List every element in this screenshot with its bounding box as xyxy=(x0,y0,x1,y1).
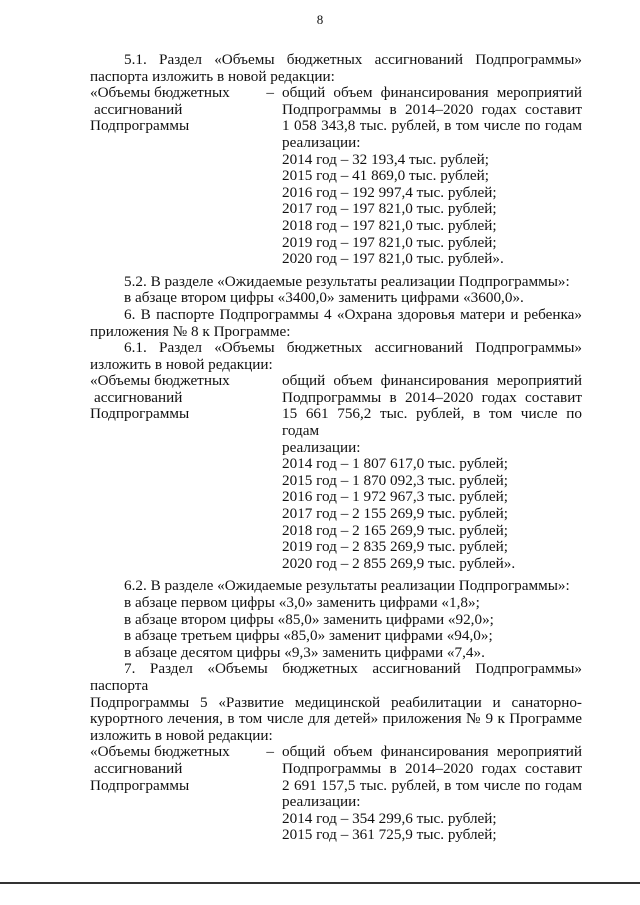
paragraph-6-line-1: 6. В паспорте Подпрограммы 4 «Охрана здоровья матери и ребенка» xyxy=(124,305,582,323)
year-line: 2020 год – 2 855 269,9 тыс. рублей». xyxy=(282,554,516,572)
paragraph-6-2-line-2: в абзаце первом цифры «3,0» заменить цифрами «1,8»; xyxy=(124,594,480,611)
budget-block-1 xyxy=(90,85,582,268)
paragraph-7-line-4: изложить в новой редакции: xyxy=(90,726,273,744)
budget-block-3 xyxy=(90,744,582,844)
year-line: 2020 год – 197 821,0 тыс. рублей». xyxy=(282,250,504,268)
paragraph-7-line-2: Подпрограммы 5 «Развитие медицинской реабилитации и санаторно- xyxy=(90,693,582,711)
paragraph-5-2-line-1: 5.2. В разделе «Ожидаемые результаты реализации Подпрограммы»: xyxy=(124,272,570,290)
label-dash: – xyxy=(266,84,274,102)
document-body xyxy=(90,52,582,844)
text-line: 1 058 343,8 тыс. рублей, в том числе по годам xyxy=(282,117,582,135)
text-line: 2 691 157,5 тыс. рублей, в том числе по годам xyxy=(282,776,582,794)
text-line: общий объем финансирования мероприятий xyxy=(282,743,582,761)
label-line: Подпрограммы xyxy=(90,405,190,423)
year-line: 2016 год – 1 972 967,3 тыс. рублей; xyxy=(282,488,509,506)
text-line: общий объем финансирования мероприятий xyxy=(282,84,582,102)
paragraph-7-line-1: 7. Раздел «Объемы бюджетных ассигнований Подпрограммы» паспорта xyxy=(90,660,582,694)
label-line: Подпрограммы xyxy=(90,117,190,135)
text-line: реализации: xyxy=(282,438,361,456)
year-line: 2017 год – 197 821,0 тыс. рублей; xyxy=(282,200,497,218)
year-line: 2014 год – 32 193,4 тыс. рублей; xyxy=(282,150,490,168)
paragraph-6-2-line-3: в абзаце втором цифры «85,0» заменить цифрами «92,0»; xyxy=(124,610,494,628)
year-line: 2018 год – 197 821,0 тыс. рублей; xyxy=(282,216,497,234)
paragraph-5-1-line-1: 5.1. Раздел «Объемы бюджетных ассигнований Подпрограммы» xyxy=(124,51,582,68)
paragraph-6-line-2: приложения № 8 к Программе: xyxy=(90,322,291,340)
year-line: 2018 год – 2 165 269,9 тыс. рублей; xyxy=(282,521,509,539)
paragraph-7-line-3: курортного лечения, в том числе для детей» приложения № 9 к Программе xyxy=(90,710,582,728)
text-line: Подпрограммы в 2014–2020 годах составит xyxy=(282,100,582,118)
label-dash: – xyxy=(266,743,274,761)
year-line: 2015 год – 361 725,9 тыс. рублей; xyxy=(282,826,497,844)
text-line: Подпрограммы в 2014–2020 годах составит xyxy=(282,759,582,777)
paragraph-6-1-line-1: 6.1. Раздел «Объемы бюджетных ассигнований Подпрограммы» xyxy=(124,339,582,357)
paragraph-6-2-line-4: в абзаце третьем цифры «85,0» заменит цифрами «94,0»; xyxy=(124,627,493,645)
budget-block-3-label xyxy=(90,744,282,844)
budget-block-2-text xyxy=(282,373,582,572)
label-line: «Объемы бюджетных xyxy=(90,372,230,390)
year-line: 2019 год – 2 835 269,9 тыс. рублей; xyxy=(282,538,509,556)
budget-block-3-text xyxy=(282,744,582,844)
year-line: 2017 год – 2 155 269,9 тыс. рублей; xyxy=(282,505,509,523)
label-line: «Объемы бюджетных xyxy=(90,743,230,761)
page-number: 8 xyxy=(316,12,324,27)
label-line: ассигнований xyxy=(94,388,183,406)
text-line: реализации: xyxy=(282,793,361,811)
paragraph-6-2-line-1: 6.2. В разделе «Ожидаемые результаты реализации Подпрограммы»: xyxy=(124,577,570,595)
text-line: 15 661 756,2 тыс. рублей, в том числе по годам xyxy=(282,405,582,440)
text-line: Подпрограммы в 2014–2020 годах составит xyxy=(282,388,582,406)
year-line: 2015 год – 41 869,0 тыс. рублей; xyxy=(282,167,490,185)
paragraph-5-2-line-2: в абзаце втором цифры «3400,0» заменить цифрами «3600,0». xyxy=(124,289,524,307)
label-line: Подпрограммы xyxy=(90,776,190,794)
year-line: 2015 год – 1 870 092,3 тыс. рублей; xyxy=(282,471,509,489)
paragraph-6-2-line-5: в абзаце десятом цифры «9,3» заменить цифрами «7,4». xyxy=(124,643,485,661)
year-line: 2016 год – 192 997,4 тыс. рублей; xyxy=(282,183,497,201)
budget-block-1-label xyxy=(90,85,282,268)
label-line: ассигнований xyxy=(94,759,183,777)
budget-block-1-text xyxy=(282,85,582,268)
budget-block-2 xyxy=(90,373,582,572)
budget-block-2-label xyxy=(90,373,282,572)
year-line: 2019 год – 197 821,0 тыс. рублей; xyxy=(282,233,497,251)
label-line: «Объемы бюджетных xyxy=(90,84,230,102)
text-line: общий объем финансирования мероприятий xyxy=(282,372,582,390)
paragraph-6-1-line-2: изложить в новой редакции: xyxy=(90,355,273,373)
paragraph-5-1-line-2: паспорта изложить в новой редакции: xyxy=(90,67,335,85)
year-line: 2014 год – 354 299,6 тыс. рублей; xyxy=(282,809,497,827)
label-line: ассигнований xyxy=(94,100,183,118)
scan-bottom-line xyxy=(0,882,640,884)
year-line: 2014 год – 1 807 617,0 тыс. рублей; xyxy=(282,455,509,473)
text-line: реализации: xyxy=(282,133,361,151)
